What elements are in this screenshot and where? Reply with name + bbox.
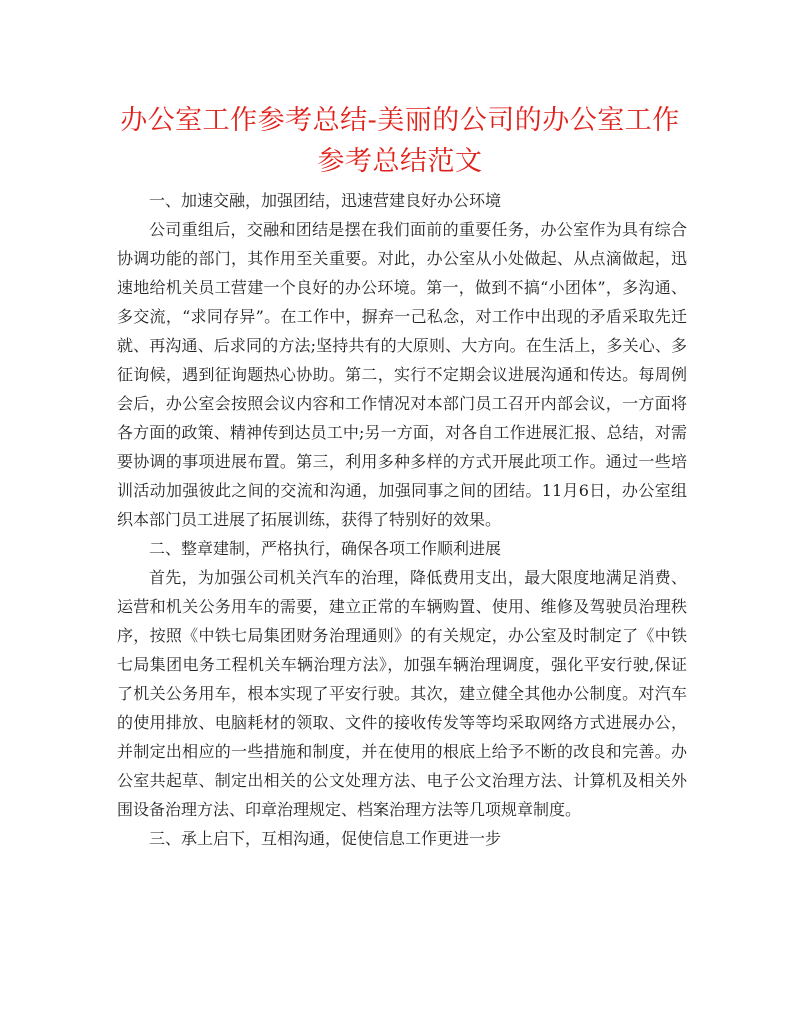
document-title: 办公室工作参考总结-美丽的公司的办公室工作参考总结范文	[120, 105, 680, 177]
paragraph-2: 首先，为加强公司机关汽车的治理，降低费用支出，最大限度地满足消费、运营和机关公务用车的需要，建立正常的车辆购置、使用、维修及驾驶员治理秩序，按照《中铁七局集团财务治理通则》的有关规定，办公室及时制定了《中铁七局集团电务工程机关车辆治理方法》，加强车辆治理调度，强化平安行驶,保证了机关公务用车，根本实现了平安行驶。其次，建立健全其他办公制度。对汽车的使用排放、电脑耗材的领取、文件的接收传发等等均采取网络方式进展办公，并制定出相应的一些措施和制度，并在使用的根底上给予不断的改良和完善。办公室共起草、制定出相关的公文处理方法、电子公文治理方法、计算机及相关外围设备治理方法、印章治理规定、档案治理方法等几项规章制度。	[117, 568, 687, 819]
document-body	[117, 186, 687, 853]
section-heading-3: 三、承上启下，互相沟通，促使信息工作更进一步	[149, 829, 502, 848]
paragraph-1: 公司重组后，交融和团结是摆在我们面前的重要任务，办公室作为具有综合协调功能的部门，其作用至关重要。对此，办公室从小处做起、从点滴做起，迅速地给机关员工营建一个良好的办公环境。第一，做到不搞“小团体”，多沟通、多交流，“求同存异”。在工作中，摒弃一己私念，对工作中出现的矛盾采取先迁就、再沟通、后求同的方法;坚持共有的大原则、大方向。在生活上，多关心、多征询候，遇到征询题热心协助。第二，实行不定期会议进展沟通和传达。每周例会后，办公室会按照会议内容和工作情况对本部门员工召开内部会议，一方面将各方面的政策、精神传到达员工中;另一方面，对各自工作进展汇报、总结，对需要协调的事项进展布置。第三，利用多种多样的方式开展此项工作。通过一些培训活动加强彼此之间的交流和沟通，加强同事之间的团结。11月6日，办公室组织本部门员工进展了拓展训练，获得了特别好的效果。	[117, 220, 687, 529]
section-heading-1: 一、加速交融，加强团结，迅速营建良好办公环境	[149, 191, 502, 210]
section-heading-2: 二、整章建制，严格执行，确保各项工作顺利进展	[149, 539, 502, 558]
